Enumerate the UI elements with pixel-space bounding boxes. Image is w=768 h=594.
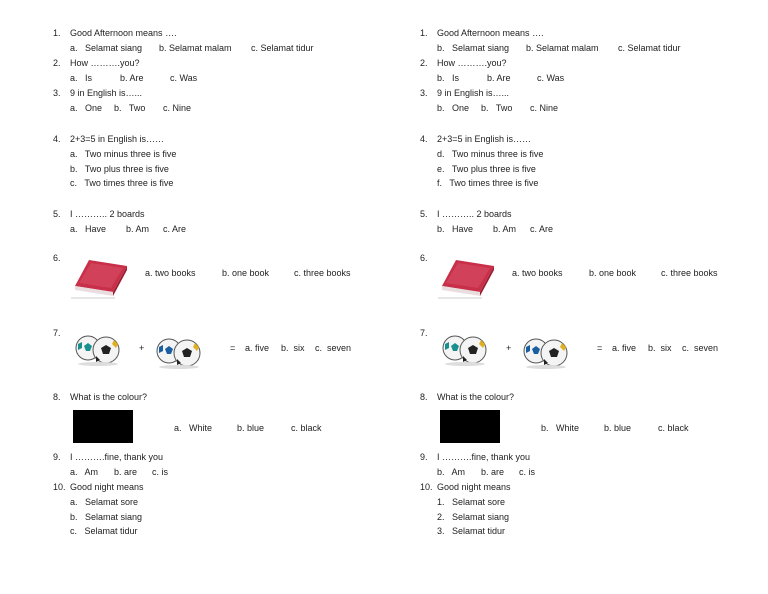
q2-option-a: a. Is [70, 73, 93, 83]
q3-option-c: c. Nine [163, 103, 192, 113]
q7-option-a: a. five [612, 343, 637, 353]
q9-number: 9. [53, 452, 61, 462]
q7-option-c: c. seven [315, 343, 352, 353]
q6-number: 6. [420, 253, 428, 263]
black-color-swatch [440, 410, 500, 443]
q4-option-c: f. Two times three is five [437, 178, 539, 188]
q6-option-c: c. three books [294, 268, 351, 278]
soccer-balls-icon [522, 331, 570, 371]
q1-option-b: b. Selamat malam [159, 43, 232, 53]
q8-number: 8. [420, 392, 428, 402]
soccer-balls-icon [155, 331, 203, 371]
q7-option-b: b. six [648, 343, 672, 353]
q10-option-c: c. Selamat tidur [70, 526, 138, 536]
q1-option-c: c. Selamat tidur [251, 43, 314, 53]
q2-number: 2. [53, 58, 61, 68]
q5-number: 5. [53, 209, 61, 219]
q5-option-b: b. Am [126, 224, 150, 234]
red-book-icon [436, 256, 496, 300]
q10-question: Good night means [437, 482, 511, 492]
q1-option-a: b. Selamat siang [437, 43, 510, 53]
q2-option-b: b. Are [120, 73, 144, 83]
q7-equals-sign: = [230, 343, 236, 353]
q8-question: What is the colour? [70, 392, 148, 402]
q10-number: 10. [420, 482, 433, 492]
q3-number: 3. [53, 88, 61, 98]
q9-question: I ……….fine, thank you [437, 452, 531, 462]
q4-option-a: d. Two minus three is five [437, 149, 544, 159]
q5-option-c: c. Are [530, 224, 554, 234]
q9-question: I ……….fine, thank you [70, 452, 164, 462]
q7-plus-sign: + [506, 343, 512, 353]
q5-number: 5. [420, 209, 428, 219]
q1-option-b: b. Selamat malam [526, 43, 599, 53]
q6-option-c: c. three books [661, 268, 718, 278]
q10-option-b: 2. Selamat siang [437, 512, 510, 522]
q7-option-b: b. six [281, 343, 305, 353]
q8-option-c: c. black [658, 423, 689, 433]
q6-option-b: b. one book [589, 268, 637, 278]
worksheet-right [367, 0, 751, 594]
q3-option-b: b. Two [114, 103, 146, 113]
q8-option-b: b. blue [604, 423, 632, 433]
q3-option-a: a. One [70, 103, 103, 113]
q4-question: 2+3=5 in English is…… [70, 134, 165, 144]
q7-plus-sign: + [139, 343, 145, 353]
q5-option-a: a. Have [70, 224, 107, 234]
soccer-balls-icon [74, 328, 122, 368]
q4-option-a: a. Two minus three is five [70, 149, 177, 159]
q10-option-a: 1. Selamat sore [437, 497, 506, 507]
q8-option-a: a. White [174, 423, 213, 433]
red-book-icon [69, 256, 129, 300]
q5-option-b: b. Am [493, 224, 517, 234]
q3-question: 9 in English is…... [437, 88, 510, 98]
soccer-balls-icon [441, 328, 489, 368]
q1-option-c: c. Selamat tidur [618, 43, 681, 53]
q7-number: 7. [420, 328, 428, 338]
q9-option-c: c. is [152, 467, 169, 477]
q4-option-b: b. Two plus three is five [70, 164, 169, 174]
q10-option-a: a. Selamat sore [70, 497, 139, 507]
q8-number: 8. [53, 392, 61, 402]
q4-option-c: c. Two times three is five [70, 178, 174, 188]
q1-option-a: a. Selamat siang [70, 43, 143, 53]
q3-option-c: c. Nine [530, 103, 559, 113]
q6-number: 6. [53, 253, 61, 263]
q9-option-a: b. Am [437, 467, 466, 477]
black-color-swatch [73, 410, 133, 443]
q9-option-c: c. is [519, 467, 536, 477]
q3-number: 3. [420, 88, 428, 98]
q7-number: 7. [53, 328, 61, 338]
q8-option-c: c. black [291, 423, 322, 433]
q5-question: I ……….. 2 boards [437, 209, 512, 219]
q5-question: I ……….. 2 boards [70, 209, 145, 219]
q6-option-a: a. two books [145, 268, 196, 278]
q7-option-c: c. seven [682, 343, 719, 353]
q5-option-c: c. Are [163, 224, 187, 234]
q2-option-b: b. Are [487, 73, 511, 83]
q10-option-c: 3. Selamat tidur [437, 526, 506, 536]
q2-question: How ……….you? [70, 58, 140, 68]
q10-question: Good night means [70, 482, 144, 492]
q6-option-b: b. one book [222, 268, 270, 278]
q8-question: What is the colour? [437, 392, 515, 402]
q2-question: How ……….you? [437, 58, 507, 68]
q1-number: 1. [420, 28, 428, 38]
q9-option-b: b. are [114, 467, 138, 477]
q3-question: 9 in English is…... [70, 88, 143, 98]
q9-number: 9. [420, 452, 428, 462]
q10-option-b: b. Selamat siang [70, 512, 143, 522]
q1-number: 1. [53, 28, 61, 38]
q1-question: Good Afternoon means …. [70, 28, 177, 38]
q2-number: 2. [420, 58, 428, 68]
q6-option-a: a. two books [512, 268, 563, 278]
q9-option-b: b. are [481, 467, 505, 477]
q7-equals-sign: = [597, 343, 603, 353]
q3-option-a: b. One [437, 103, 470, 113]
q4-option-b: e. Two plus three is five [437, 164, 536, 174]
q2-option-c: c. Was [170, 73, 198, 83]
q4-question: 2+3=5 in English is…… [437, 134, 532, 144]
q8-option-b: b. blue [237, 423, 265, 433]
q4-number: 4. [53, 134, 61, 144]
q9-option-a: a. Am [70, 467, 99, 477]
q1-question: Good Afternoon means …. [437, 28, 544, 38]
q2-option-a: b. Is [437, 73, 460, 83]
q4-number: 4. [420, 134, 428, 144]
q3-option-b: b. Two [481, 103, 513, 113]
q5-option-a: b. Have [437, 224, 474, 234]
q7-option-a: a. five [245, 343, 270, 353]
q10-number: 10. [53, 482, 66, 492]
q8-option-a: b. White [541, 423, 580, 433]
q2-option-c: c. Was [537, 73, 565, 83]
